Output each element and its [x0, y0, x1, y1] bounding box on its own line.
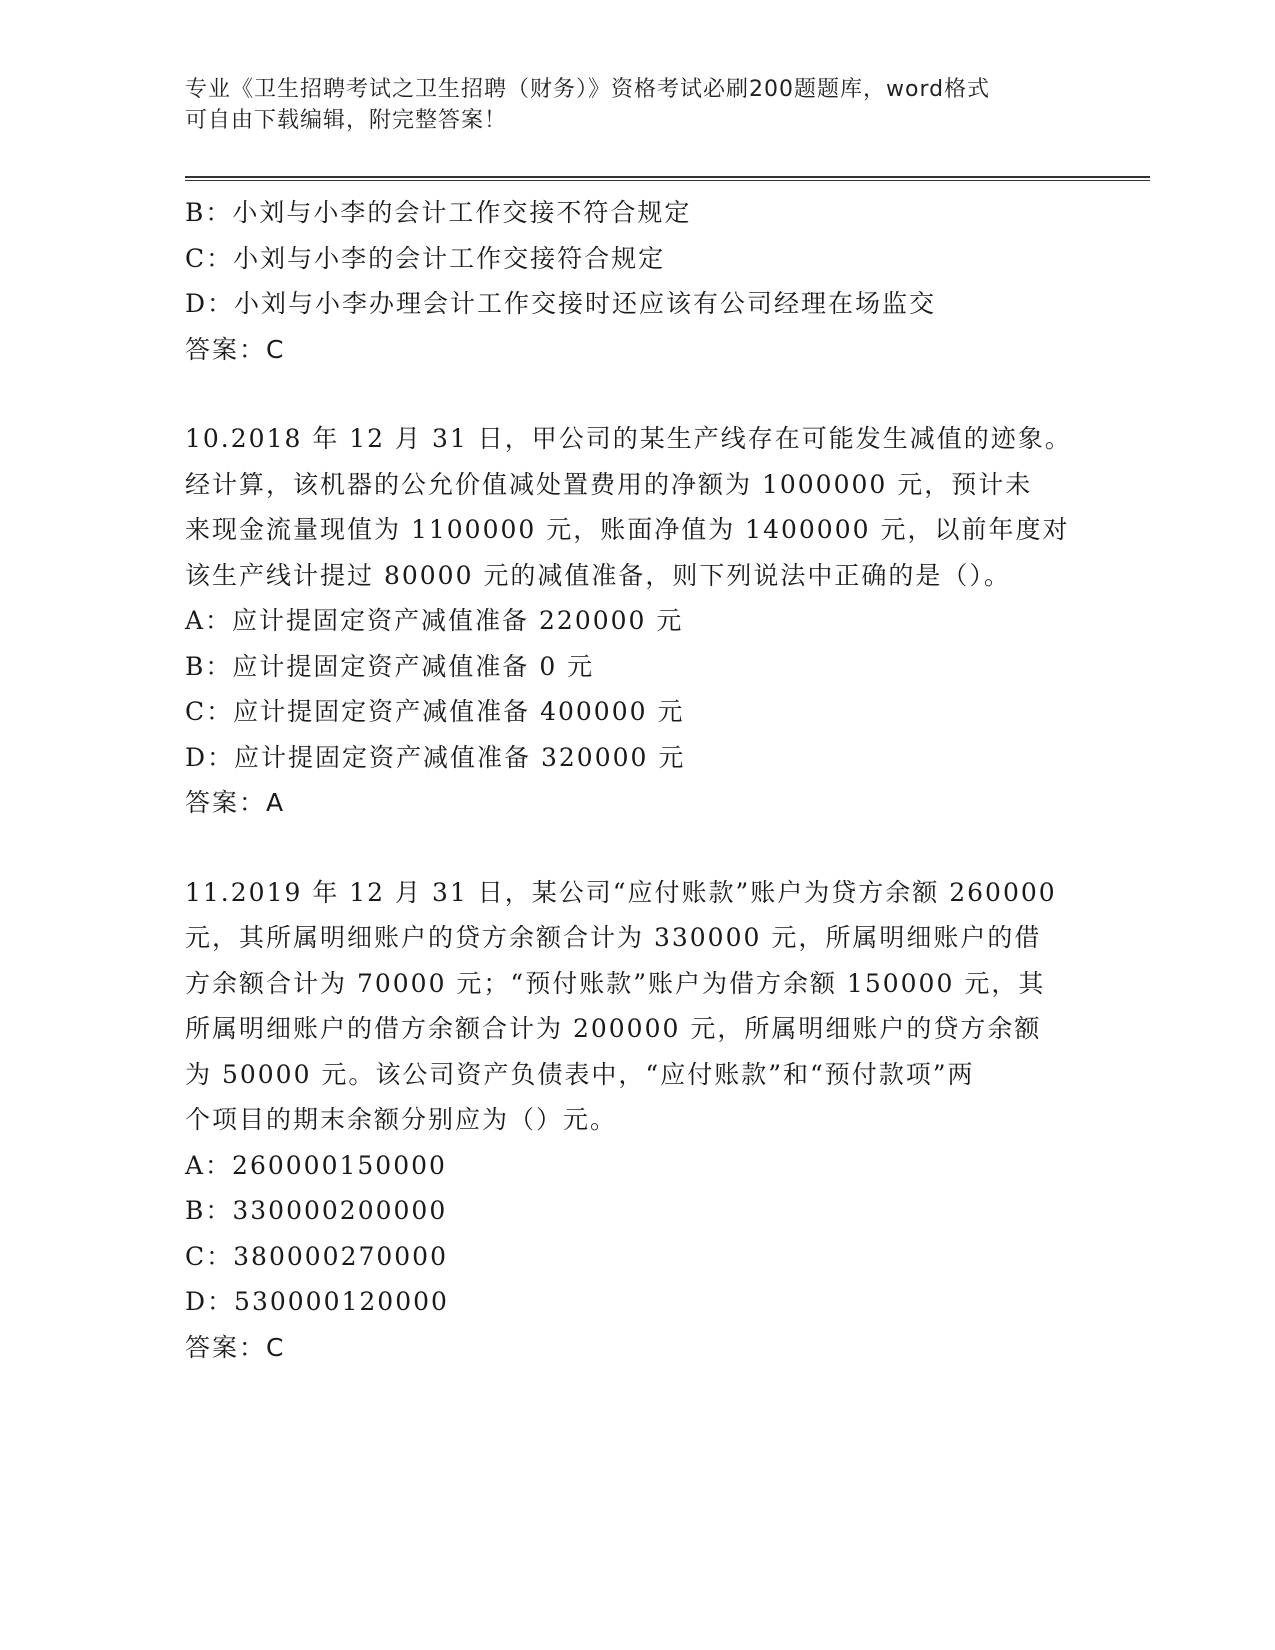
question-10-block: [185, 416, 1085, 826]
spacer: [185, 372, 1085, 416]
header-divider: [185, 176, 1150, 181]
header-line-1: 专业《卫生招聘考试之卫生招聘（财务）》资格考试必刷200题题库，word格式: [185, 77, 991, 102]
question-11-text-line-5: 为 50000 元。该公司资产负债表中，“应付账款”和“预付款项”两: [185, 1059, 975, 1089]
option-c: C：应计提固定资产减值准备 400000 元: [185, 697, 685, 726]
question-10-text-line-4: 该生产线计提过 80000 元的减值准备，则下列说法中正确的是（）。: [185, 560, 1011, 590]
option-d: D：小刘与小李办理会计工作交接时还应该有公司经理在场监交: [185, 289, 937, 318]
question-11-text-line-2: 元，其所属明细账户的贷方余额合计为 330000 元，所属明细账户的借: [185, 923, 1042, 952]
prev-question-block: [185, 190, 1085, 372]
question-11-text-line-6: 个项目的期末余额分别应为（）元。: [185, 1105, 618, 1134]
answer-line: 答案：C: [185, 334, 286, 364]
option-a: A：260000150000: [185, 1150, 447, 1180]
question-11-block: [185, 870, 1085, 1371]
header-line-2: 可自由下载编辑，附完整答案！: [185, 108, 508, 133]
question-10-text-line-3: 来现金流量现值为 1100000 元，账面净值为 1400000 元，以前年度对: [185, 515, 1070, 544]
option-a: A：应计提固定资产减值准备 220000 元: [185, 606, 684, 635]
question-10-text-line-2: 经计算，该机器的公允价值减处置费用的净额为 1000000 元，预计未: [185, 469, 1033, 499]
question-11-text-line-3: 方余额合计为 70000 元；“预付账款”账户为借方余额 150000 元，其: [185, 968, 1046, 998]
question-10-text-line-1: 10.2018 年 12 月 31 日，甲公司的某生产线存在可能发生减值的迹象。: [185, 424, 1072, 453]
document-body: [185, 190, 1085, 1370]
option-c: C：380000270000: [185, 1241, 448, 1271]
option-b: B：应计提固定资产减值准备 0 元: [185, 651, 595, 681]
option-b: B：小刘与小李的会计工作交接不符合规定: [185, 198, 692, 227]
option-b: B：330000200000: [185, 1196, 448, 1225]
spacer: [185, 826, 1085, 870]
answer-line: 答案：C: [185, 1332, 286, 1362]
document-header: [185, 74, 1065, 136]
answer-line: 答案：A: [185, 788, 286, 817]
question-11-text-line-1: 11.2019 年 12 月 31 日，某公司“应付账款”账户为贷方余额 260000: [185, 877, 1057, 907]
option-d: D：应计提固定资产减值准备 320000 元: [185, 742, 686, 772]
question-11-text-line-4: 所属明细账户的借方余额合计为 200000 元，所属明细账户的贷方余额: [185, 1014, 1042, 1043]
option-d: D：530000120000: [185, 1287, 449, 1316]
option-c: C：小刘与小李的会计工作交接符合规定: [185, 243, 666, 273]
